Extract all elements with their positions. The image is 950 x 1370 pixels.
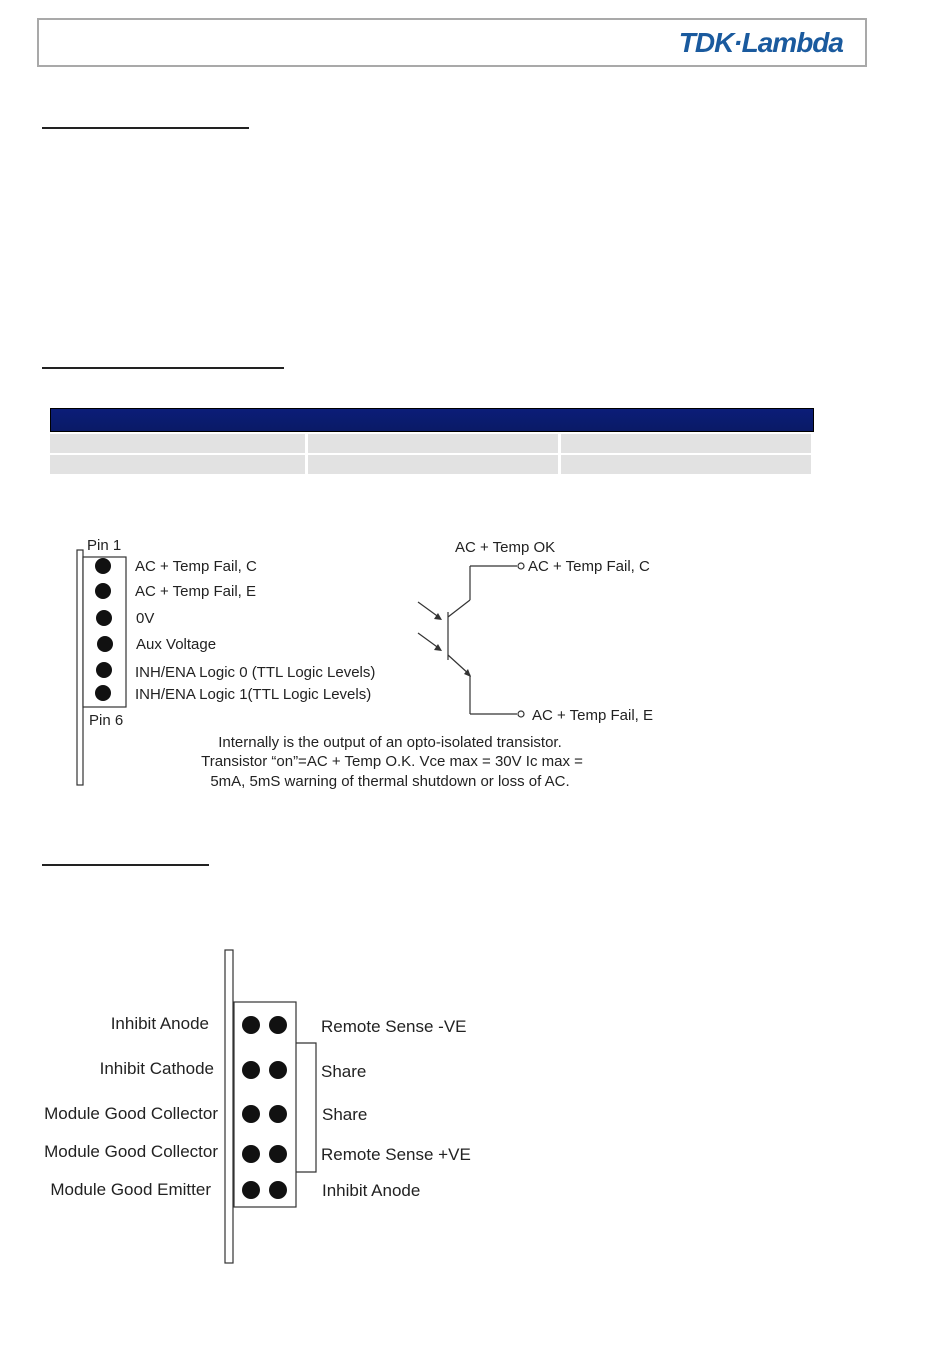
pin-label: 0V bbox=[136, 610, 155, 627]
connector-block bbox=[234, 1002, 296, 1207]
connector-block bbox=[83, 557, 126, 707]
circuit-title: AC + Temp OK bbox=[455, 539, 556, 556]
pin-label: Aux Voltage bbox=[136, 636, 217, 653]
left-pin-label: Module Good Emitter bbox=[50, 1180, 211, 1199]
pin-top-label: Pin 1 bbox=[87, 537, 122, 554]
pin-dot bbox=[269, 1181, 287, 1199]
pin-dot bbox=[269, 1105, 287, 1123]
table-cell bbox=[50, 434, 305, 453]
table-cell bbox=[308, 455, 558, 474]
collector-label: AC + Temp Fail, C bbox=[528, 558, 650, 575]
right-pin-label: Remote Sense -VE bbox=[321, 1017, 467, 1036]
pin-label: AC + Temp Fail, C bbox=[135, 558, 257, 575]
right-pin-label: Remote Sense +VE bbox=[321, 1145, 471, 1164]
left-pin-label: Module Good Collector bbox=[44, 1104, 218, 1123]
pin-dot bbox=[96, 610, 112, 626]
pin-dot bbox=[95, 558, 111, 574]
pin-dot bbox=[242, 1145, 260, 1163]
table-cell bbox=[50, 455, 305, 474]
connector-edge bbox=[225, 950, 233, 1263]
pin-dot bbox=[97, 636, 113, 652]
section-rule-2 bbox=[42, 367, 284, 369]
pin-dot bbox=[95, 685, 111, 701]
note-line: Internally is the output of an opto-isolated transistor. bbox=[218, 734, 562, 751]
signal-connector-diagram bbox=[0, 520, 950, 800]
table-header-row bbox=[50, 408, 814, 432]
right-pin-label: Share bbox=[322, 1105, 368, 1124]
note-line: Transistor “on”=AC + Temp O.K. Vce max = 30V Ic max = bbox=[201, 753, 583, 770]
pin-dot bbox=[269, 1145, 287, 1163]
right-pin-label: Share bbox=[321, 1062, 367, 1081]
table-row bbox=[50, 434, 814, 453]
table-cell bbox=[561, 434, 811, 453]
pin-dot bbox=[242, 1061, 260, 1079]
pin-dot bbox=[96, 662, 112, 678]
emitter-label: AC + Temp Fail, E bbox=[532, 707, 654, 724]
section-rule-1 bbox=[42, 127, 249, 129]
table-cell bbox=[308, 434, 558, 453]
connector-edge bbox=[77, 550, 83, 785]
page-header bbox=[37, 18, 867, 67]
section-rule-3 bbox=[42, 864, 209, 866]
note-line: 5mA, 5mS warning of thermal shutdown or loss of AC. bbox=[210, 773, 570, 790]
pin-dot bbox=[269, 1061, 287, 1079]
pin-dot bbox=[242, 1105, 260, 1123]
table-row bbox=[50, 455, 814, 474]
pin-dot bbox=[242, 1016, 260, 1034]
tdk-lambda-logo: TDK·Lambda bbox=[678, 27, 843, 58]
spec-table bbox=[50, 408, 814, 474]
pin-dot bbox=[95, 583, 111, 599]
pin-dot bbox=[269, 1016, 287, 1034]
right-pin-label: Inhibit Anode bbox=[322, 1181, 421, 1200]
table-cell bbox=[561, 455, 811, 474]
left-pin-label: Inhibit Cathode bbox=[99, 1059, 214, 1078]
pin-label: AC + Temp Fail, E bbox=[135, 583, 257, 600]
left-pin-label: Module Good Collector bbox=[44, 1142, 218, 1161]
pin-label: INH/ENA Logic 0 (TTL Logic Levels) bbox=[135, 664, 376, 681]
pin-dot bbox=[242, 1181, 260, 1199]
pin-label: INH/ENA Logic 1(TTL Logic Levels) bbox=[135, 686, 372, 703]
bracket-line bbox=[296, 1043, 316, 1172]
left-pin-label: Inhibit Anode bbox=[110, 1014, 209, 1033]
opto-transistor-symbol bbox=[418, 563, 524, 717]
pin-bottom-label: Pin 6 bbox=[89, 712, 124, 729]
output-connector-diagram bbox=[0, 940, 950, 1270]
